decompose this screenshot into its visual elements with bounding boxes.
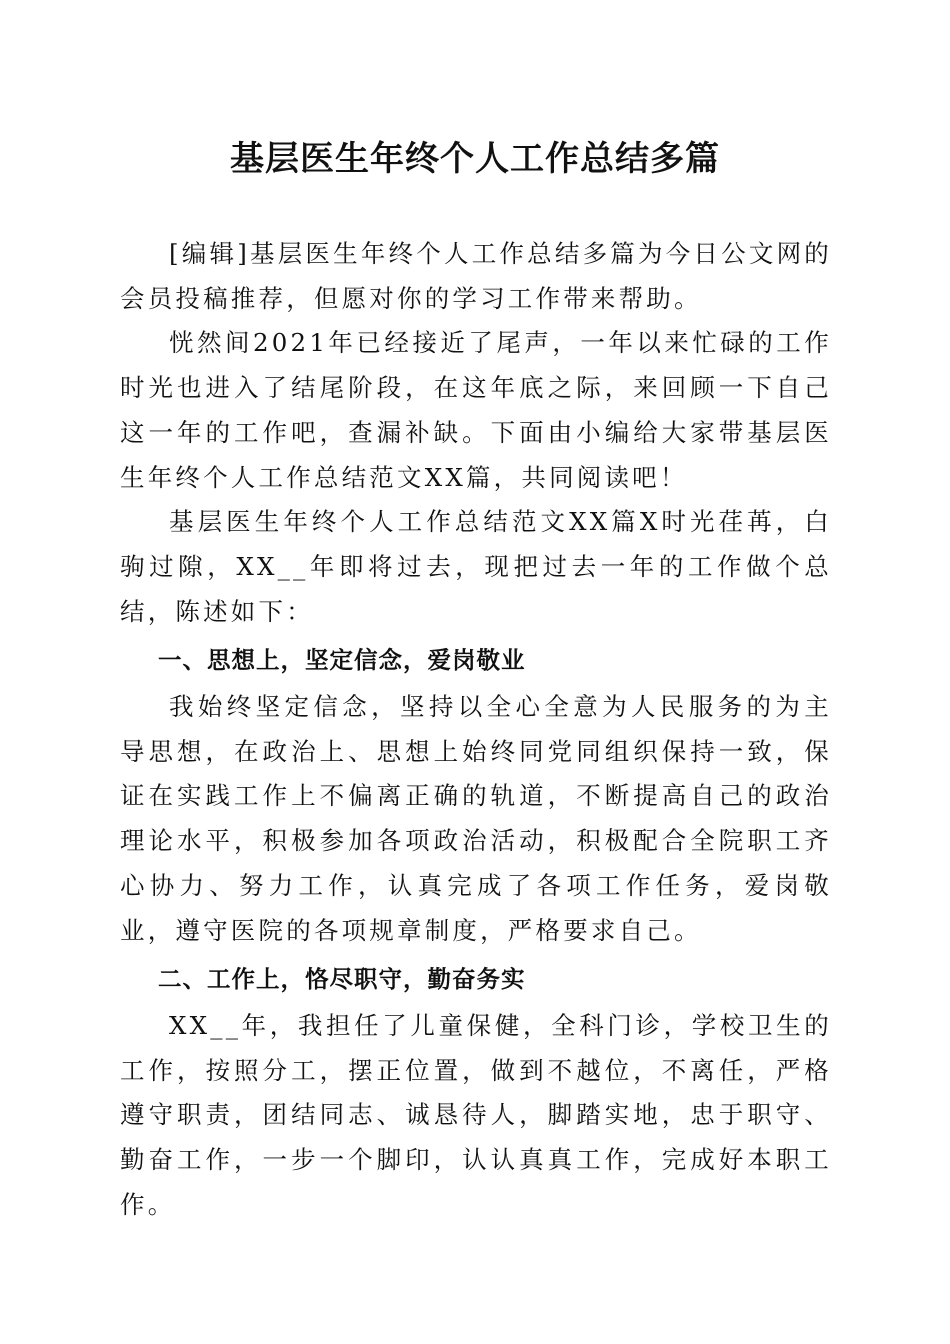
section-heading-1: 一、思想上，坚定信念，爱岗敬业 — [158, 646, 526, 675]
document-body — [120, 232, 832, 1227]
paragraph-section-1: 我始终坚定信念，坚持以全心全意为人民服务的为主导思想，在政治上、思想上始终同党同组织保持一致，保证在实践工作上不偏离正确的轨道，不断提高自己的政治理论水平，积极参加各项政治活动，积极配合全院职工齐心协力、努力工作，认真完成了各项工作任务，爱岗敬业，遵守医院的各项规章制度，严格要求自己。 — [120, 692, 832, 945]
paragraph-opening: 基层医生年终个人工作总结范文XX篇X时光荏苒，白驹过隙，XX__年即将过去，现把过去一年的工作做个总结，陈述如下： — [120, 507, 832, 626]
paragraph-section-2: XX__年，我担任了儿童保健，全科门诊，学校卫生的工作，按照分工，摆正位置，做到不越位，不离任，严格遵守职责，团结同志、诚恳待人，脚踏实地，忠于职守、勤奋工作，一步一个脚印，认认真真工作，完成好本职工作。 — [120, 1010, 832, 1219]
paragraph-preface: 恍然间2021年已经接近了尾声，一年以来忙碌的工作时光也进入了结尾阶段，在这年底之际，来回顾一下自己这一年的工作吧，查漏补缺。下面由小编给大家带基层医生年终个人工作总结范文XX篇，共同阅读吧！ — [120, 328, 832, 492]
section-heading-2: 二、工作上，恪尽职守，勤奋务实 — [158, 965, 526, 994]
document-title: 基层医生年终个人工作总结多篇 — [230, 139, 720, 179]
paragraph-intro: [编辑]基层医生年终个人工作总结多篇为今日公文网的会员投稿推荐，但愿对你的学习工作带来帮助。 — [120, 239, 832, 313]
